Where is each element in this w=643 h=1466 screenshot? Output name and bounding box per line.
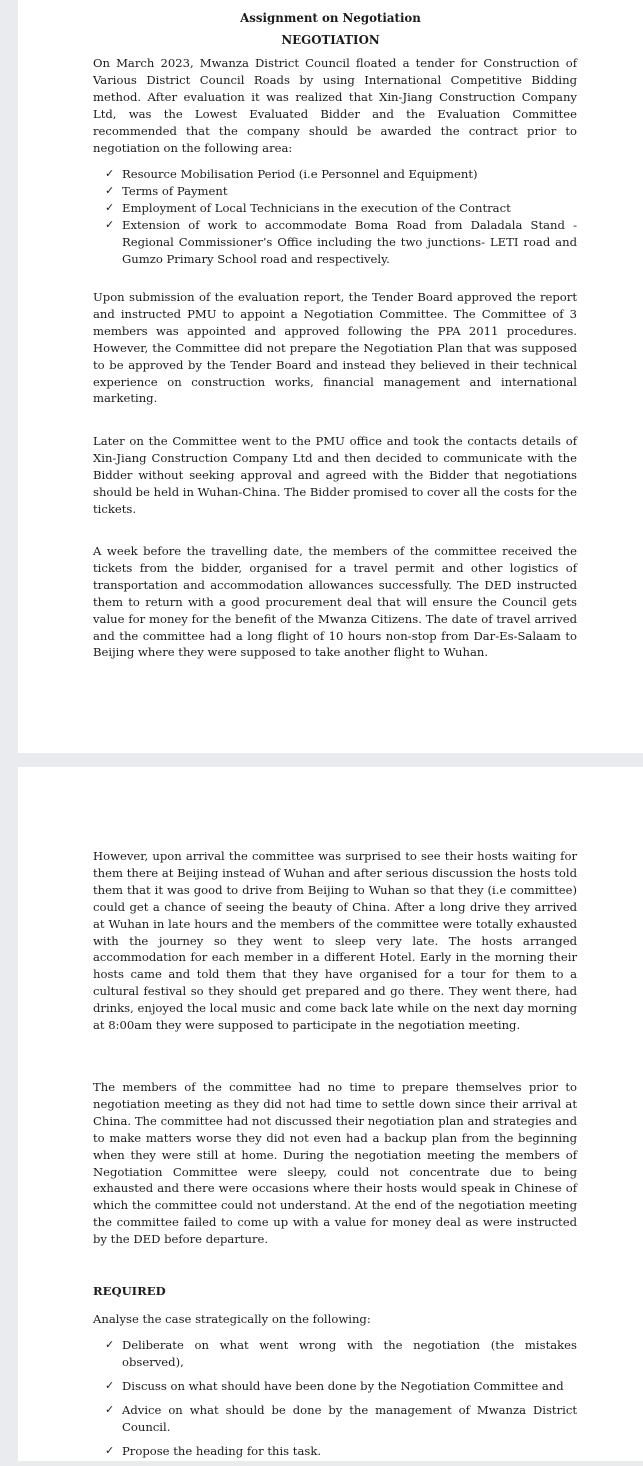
paragraph: Later on the Committee went to the PMU office and took the contacts details of Xin-Jiang Construction Company Ltd and then decided to communicate with the Bidder without seeking approval and agreed with the Bidder that negotiations should be held in Wuhan-China. The Bidder promised to cover all the costs for the tickets. <box>93 434 577 516</box>
check-icon: ✓ <box>105 200 115 214</box>
section-heading: NEGOTIATION <box>281 33 380 47</box>
intro-block <box>93 55 577 156</box>
list-item: ✓ Advice on what should be done by the management of Mwanza District Council. <box>105 1402 577 1434</box>
negotiation-areas <box>93 166 577 267</box>
required-items <box>93 1337 577 1466</box>
check-icon: ✓ <box>105 183 115 197</box>
list-item: ✓ Deliberate on what went wrong with the negotiation (the mistakes observed), <box>105 1338 577 1369</box>
check-icon: ✓ <box>105 1338 115 1351</box>
required-list <box>93 1337 577 1459</box>
document-title: Assignment on Negotiation <box>240 11 421 25</box>
list-item: ✓ Extension of work to accommodate Boma Road from Daladala Stand - Regional Commissioner’s Office including the two junctions- LETI road and Gumzo Primary School road and respectively. <box>105 217 577 266</box>
list-item: ✓ Discuss on what should have been done by the Negotiation Committee and <box>105 1378 564 1393</box>
paragraph-block <box>93 543 577 661</box>
required-intro-block <box>93 1311 577 1327</box>
paragraph: A week before the travelling date, the members of the committee received the tickets from the bidder, organised for a travel permit and other logistics of transportation and accommodation allowances successfully. The DED instructed them to return with a good procurement deal that will ensure the Council gets value for money for the benefit of the Mwanza Citizens. The date of travel arrived and the committee had a long flight of 10 hours non-stop from Dar-Es-Salaam to Beijing where they were supposed to take another flight to Wuhan. <box>93 544 577 660</box>
check-icon: ✓ <box>105 1378 115 1392</box>
check-icon: ✓ <box>105 217 115 231</box>
paragraph-block <box>93 1079 577 1248</box>
paragraph-block <box>93 433 577 518</box>
intro-paragraph: On March 2023, Mwanza District Council floated a tender for Construction of Various District Council Roads by using International Competitive Bidding method. After evaluation it was realized that Xin-Jiang Construction Company Ltd, was the Lowest Evaluated Bidder and the Evaluation Committee recommended that the company should be awarded the contract prior to negotiation on the following area: <box>93 56 577 155</box>
page-1 <box>18 0 643 753</box>
paragraph: However, upon arrival the committee was surprised to see their hosts waiting for them there at Beijing instead of Wuhan and after serious discussion the hosts told them that it was good to drive from Beijing to Wuhan so that they (i.e committee) could get a chance of seeing the beauty of China. After a long drive they arrived at Wuhan in late hours and the members of the committee were totally exhausted with the journey so they went to sleep very late. The hosts arranged accommodation for each member in a different Hotel. Early in the morning their hosts came and told them that they have organised for a tour for them to a cultural festival so they should get prepared and go there. They went there, had drinks, enjoyed the local music and come back late while on the next day morning at 8:00am they were supposed to participate in the negotiation meeting. <box>93 849 577 1033</box>
required-intro: Analyse the case strategically on the following: <box>93 1312 371 1326</box>
required-section <box>93 1283 577 1299</box>
paragraph-block <box>93 289 577 407</box>
check-icon: ✓ <box>105 1443 115 1457</box>
required-heading: REQUIRED <box>93 1284 166 1298</box>
areas-list <box>93 166 577 267</box>
list-item: ✓ Propose the heading for this task. <box>105 1443 322 1458</box>
list-item: ✓ Employment of Local Technicians in the execution of the Contract <box>105 200 511 215</box>
paragraph-block <box>93 848 577 1034</box>
list-item: ✓ Terms of Payment <box>105 183 228 198</box>
page-2 <box>18 767 643 1461</box>
check-icon: ✓ <box>105 167 115 180</box>
paragraph: Upon submission of the evaluation report, the Tender Board approved the report and instructed PMU to appoint a Negotiation Committee. The Committee of 3 members was appointed and approved following the PPA 2011 procedures. However, the Committee did not prepare the Negotiation Plan that was supposed to be approved by the Tender Board and instead they believed in their technical experience on construction works, financial management and international marketing. <box>93 290 577 406</box>
check-icon: ✓ <box>105 1402 115 1416</box>
paragraph: The members of the committee had no time to prepare themselves prior to negotiation meeting as they did not had time to settle down since their arrival at China. The committee had not discussed their negotiation plan and strategies and to make matters worse they did not even had a backup plan from the beginning when they were still at home. During the negotiation meeting the members of Negotiation Committee were sleepy, could not concentrate due to being exhausted and there were occasions where their hosts would speak in Chinese of which the committee could not understand. At the end of the negotiation meeting the committee failed to come up with a value for money deal as were instructed by the DED before departure. <box>93 1080 577 1247</box>
list-item: ✓ Resource Mobilisation Period (i.e Personnel and Equipment) <box>105 167 478 181</box>
